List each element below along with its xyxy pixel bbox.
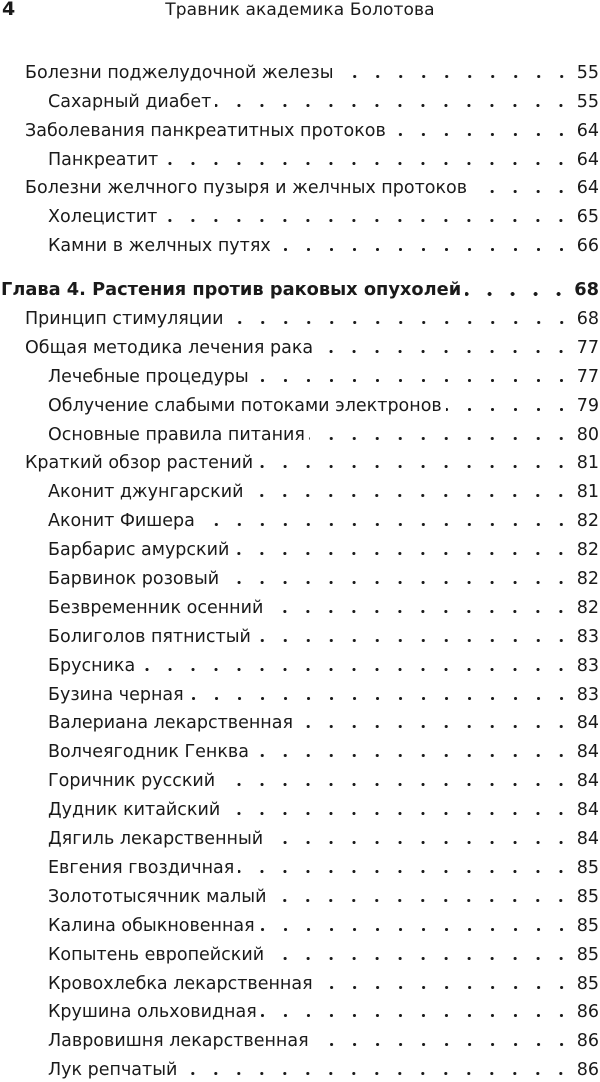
toc-entry-page: 82 xyxy=(576,511,599,532)
toc-entry-page: 81 xyxy=(576,482,599,503)
toc-entry xyxy=(0,56,600,85)
toc-entry-title: Принцип стимуляции xyxy=(25,309,224,330)
toc-entry-page: 84 xyxy=(576,771,599,792)
dot-leader xyxy=(313,1043,573,1046)
dot-leader xyxy=(446,408,573,411)
dot-leader xyxy=(317,350,573,353)
toc-entry-title: Аконит джунгарский xyxy=(48,482,244,503)
dot-leader xyxy=(317,986,573,989)
toc-entry-title: Общая методика лечения рака xyxy=(25,337,314,358)
toc-entry xyxy=(0,302,600,331)
toc-entry xyxy=(0,114,600,143)
dot-leader xyxy=(257,465,573,468)
dot-leader xyxy=(338,75,573,78)
dot-leader xyxy=(215,104,572,107)
toc-entry-page: 86 xyxy=(576,1031,599,1052)
toc-entry-page: 82 xyxy=(576,569,599,590)
toc-entry xyxy=(0,707,600,736)
toc-entry-page: 86 xyxy=(576,1060,599,1081)
toc-section-before xyxy=(0,56,600,258)
toc-entry-title: Крушина ольховидная xyxy=(48,1002,257,1023)
toc-entry-page: 68 xyxy=(574,279,599,301)
dot-leader xyxy=(233,552,572,555)
dot-leader xyxy=(188,697,573,700)
table-of-contents xyxy=(0,56,600,1082)
toc-entry-title: Барбарис амурский xyxy=(48,540,230,561)
toc-entry-title: Калина обыкновенная xyxy=(48,915,255,936)
toc-entry-title: Болезни поджелудочной железы xyxy=(25,62,334,83)
toc-entry-title: Копытень европейский xyxy=(48,944,265,965)
toc-entry-page: 80 xyxy=(576,424,599,445)
dot-leader xyxy=(253,379,573,382)
toc-entry xyxy=(0,475,600,504)
toc-entry-title: Лук репчатый xyxy=(48,1060,178,1081)
toc-entry xyxy=(0,967,600,996)
page-header xyxy=(0,0,600,26)
toc-entry-page: 64 xyxy=(576,120,599,141)
toc-entry xyxy=(0,504,600,533)
dot-leader xyxy=(253,754,573,757)
toc-entry xyxy=(0,331,600,360)
toc-entry-page: 85 xyxy=(576,915,599,936)
toc-entry xyxy=(0,938,600,967)
toc-entry-title: Валериана лекарственная xyxy=(48,713,293,734)
toc-entry-title: Бузина черная xyxy=(48,684,184,705)
toc-entry xyxy=(0,996,600,1025)
dot-leader xyxy=(161,219,572,222)
toc-entry-title: Безвременник осенний xyxy=(48,597,264,618)
dot-leader xyxy=(261,1014,573,1017)
toc-entry-title: Дудник китайский xyxy=(48,800,221,821)
dot-leader xyxy=(223,581,573,584)
toc-entry xyxy=(0,909,600,938)
dot-leader xyxy=(247,494,572,497)
toc-entry xyxy=(0,85,600,114)
toc-entry xyxy=(0,447,600,476)
dot-leader xyxy=(228,321,573,324)
toc-entry-page: 85 xyxy=(576,944,599,965)
dot-leader xyxy=(465,292,570,296)
toc-entry xyxy=(0,880,600,909)
toc-entry xyxy=(0,143,600,172)
running-title: Травник академика Болотова xyxy=(165,0,435,20)
dot-leader xyxy=(390,133,573,136)
toc-entry-title: Холецистит xyxy=(48,207,158,228)
toc-entry-title: Дягиль лекарственный xyxy=(48,829,264,850)
toc-entry-title: Лавровишня лекарственная xyxy=(48,1031,309,1052)
toc-entry xyxy=(0,822,600,851)
toc-entry-page: 64 xyxy=(576,149,599,170)
toc-entry-title: Лечебные процедуры xyxy=(48,366,249,387)
toc-entry-page: 83 xyxy=(576,655,599,676)
dot-leader xyxy=(268,957,573,960)
toc-entry xyxy=(0,764,600,793)
toc-entry-page: 84 xyxy=(576,742,599,763)
dot-leader xyxy=(275,248,573,251)
toc-entry-page: 81 xyxy=(576,453,599,474)
toc-entry-page: 82 xyxy=(576,540,599,561)
toc-entry-page: 84 xyxy=(576,713,599,734)
dot-leader xyxy=(267,610,572,613)
toc-chapter-gap xyxy=(0,258,600,273)
toc-entry-title: Заболевания панкреатитных протоков xyxy=(25,120,386,141)
toc-entry-page: 66 xyxy=(576,236,599,257)
toc-entry-page: 55 xyxy=(576,91,599,112)
toc-entry-page: 64 xyxy=(576,178,599,199)
toc-entry-title: Евгения гвоздичная xyxy=(48,857,235,878)
dot-leader xyxy=(219,783,573,786)
toc-entry-page: 83 xyxy=(576,684,599,705)
toc-entry-title: Болезни желчного пузыря и желчных протоков xyxy=(25,178,468,199)
dot-leader xyxy=(181,1072,572,1075)
toc-entry-page: 85 xyxy=(576,886,599,907)
toc-entry-page: 82 xyxy=(576,597,599,618)
toc-entry-page: 83 xyxy=(576,626,599,647)
toc-entry xyxy=(0,533,600,562)
toc-entry-title: Брусника xyxy=(48,655,136,676)
toc-entry-page: 79 xyxy=(576,395,599,416)
toc-entry-page: 77 xyxy=(576,366,599,387)
dot-leader xyxy=(199,523,573,526)
toc-entry xyxy=(0,735,600,764)
toc-entry xyxy=(0,591,600,620)
toc-entry-page: 68 xyxy=(576,309,599,330)
dot-leader xyxy=(162,162,572,165)
toc-entry-page: 85 xyxy=(576,973,599,994)
toc-entry xyxy=(0,200,600,229)
toc-entry-page: 86 xyxy=(576,1002,599,1023)
toc-entry xyxy=(0,562,600,591)
toc-entry-title: Облучение слабыми потоками электронов xyxy=(48,395,442,416)
toc-entry-title: Камни в желчных путях xyxy=(48,236,271,257)
toc-entry xyxy=(0,418,600,447)
toc-entry-title: Основные правила питания xyxy=(48,424,305,445)
dot-leader xyxy=(139,668,573,671)
dot-leader xyxy=(238,870,572,873)
toc-entry-title: Панкреатит xyxy=(48,149,159,170)
toc-entry-page: 65 xyxy=(576,207,599,228)
dot-leader xyxy=(471,190,573,193)
toc-entry-page: 84 xyxy=(576,800,599,821)
toc-entry xyxy=(0,851,600,880)
page-number: 4 xyxy=(2,0,16,20)
toc-section-after xyxy=(0,273,600,1082)
dot-leader xyxy=(224,812,572,815)
dot-leader xyxy=(259,928,573,931)
toc-entry-title: Глава 4. Растения против раковых опухолей xyxy=(1,279,462,301)
toc-entry-title: Аконит Фишера xyxy=(48,511,195,532)
toc-entry-title: Волчеягодник Генква xyxy=(48,742,249,763)
toc-entry xyxy=(0,649,600,678)
dot-leader xyxy=(255,639,573,642)
toc-entry-title: Барвинок розовый xyxy=(48,569,220,590)
dot-leader xyxy=(267,841,573,844)
toc-chapter-entry xyxy=(0,273,600,302)
toc-entry-title: Кровохлебка лекарственная xyxy=(48,973,313,994)
toc-entry xyxy=(0,389,600,418)
toc-entry-page: 84 xyxy=(576,829,599,850)
toc-entry xyxy=(0,229,600,258)
toc-entry-page: 77 xyxy=(576,337,599,358)
toc-entry xyxy=(0,360,600,389)
toc-entry-title: Краткий обзор растений xyxy=(25,453,254,474)
toc-entry-title: Золототысячник малый xyxy=(48,886,267,907)
toc-entry-title: Болиголов пятнистый xyxy=(48,626,251,647)
toc-entry-title: Горичник русский xyxy=(48,771,216,792)
dot-leader xyxy=(309,437,573,440)
toc-entry xyxy=(0,172,600,201)
toc-entry-page: 85 xyxy=(576,857,599,878)
toc-entry xyxy=(0,620,600,649)
toc-entry xyxy=(0,793,600,822)
dot-leader xyxy=(297,725,573,728)
dot-leader xyxy=(270,899,572,902)
toc-entry-title: Сахарный диабет xyxy=(48,91,212,112)
toc-entry xyxy=(0,678,600,707)
toc-entry xyxy=(0,1024,600,1053)
toc-entry-page: 55 xyxy=(576,62,599,83)
